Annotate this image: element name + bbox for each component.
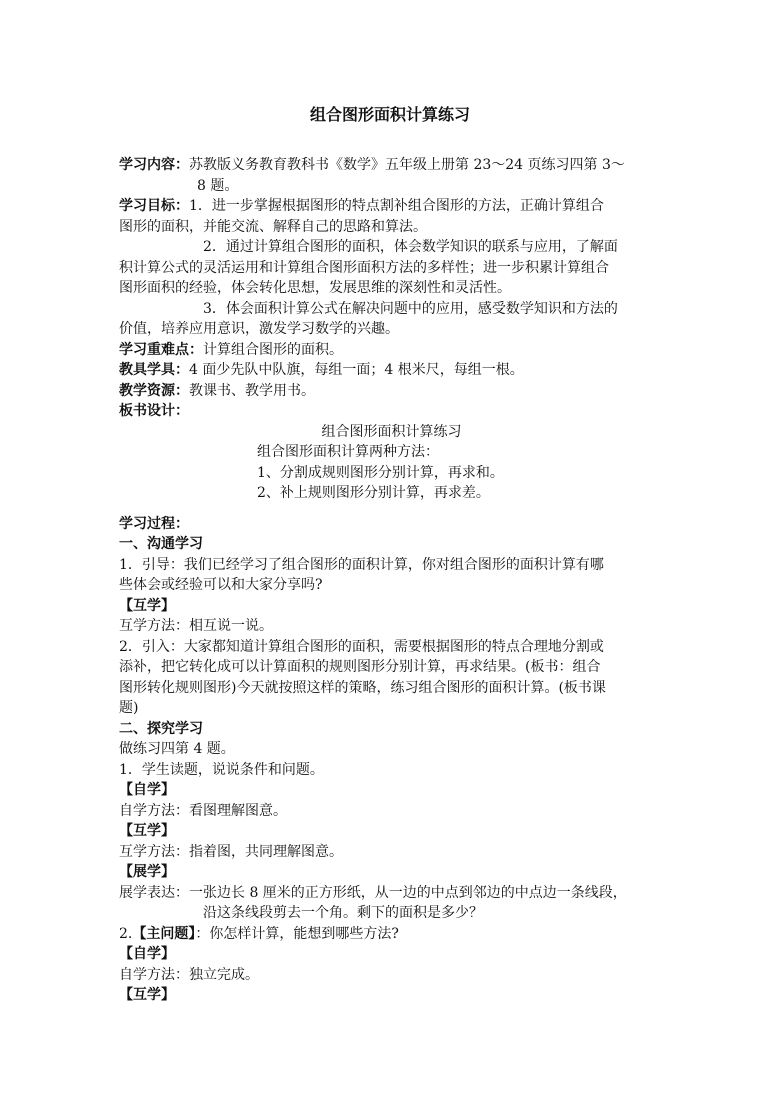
resources-text: 教课书、教学用书。	[189, 382, 315, 399]
content-line	[119, 155, 664, 176]
tools-label: 教具学具：	[119, 362, 189, 378]
s2-tag-huxue: 【互学】	[119, 823, 175, 839]
goal-2-line-2: 积计算公式的灵活运用和计算组合图形面积方法的多样性；进一步积累计算组合	[119, 259, 609, 276]
s1-p2-line-2: 添补，把它转化成可以计算面积的规则图形分别计算，再求结果。(板书：组合	[119, 659, 601, 675]
s1-p1-line-1: 1．引导：我们已经学习了组合图形的面积计算，你对组合图形的面积计算有哪	[119, 556, 604, 573]
goal-1-line-1: 1．进一步掌握根据图形的特点割补组合图形的方法，正确计算组合	[189, 198, 604, 214]
section-1-heading: 一、沟通学习	[119, 536, 203, 552]
goal-2-line-3: 图形面积的经验，体会转化思想，发展思维的深刻性和灵活性。	[119, 280, 511, 296]
tools-text: 4 面少先队中队旗，每组一面；4 根米尺，每组一根。	[189, 362, 524, 378]
goal-2-line-1: 2．通过计算组合图形的面积，体会数学知识的联系与应用，了解面	[203, 239, 618, 255]
section-2-heading: 二、探究学习	[119, 720, 203, 737]
key-points-line	[119, 340, 664, 361]
s2-question-2	[119, 924, 664, 945]
s2-show-line-1: 展学表达：一张边长 8 厘米的正方形纸，从一边的中点到邻边的中点边一条线段，	[119, 884, 627, 901]
content-text: 苏教版义务教育教科书《数学》五年级上册第 23～24 页练习四第 3～	[189, 157, 625, 173]
s1-p2-line-1: 2．引入：大家都知道计算组合图形的面积，需要根据图形的特点合理地分割或	[119, 638, 604, 655]
goals-line	[119, 196, 664, 217]
document-body	[119, 155, 664, 1006]
goal-3-line-2: 价值，培养应用意识，激发学习数学的兴趣。	[119, 321, 399, 337]
s2-show-line-2: 沿这条线段剪去一个角。剩下的面积是多少？	[203, 905, 483, 921]
resources-label: 教学资源：	[119, 382, 189, 399]
board-line-1: 组合图形面积计算两种方法：	[257, 444, 439, 460]
s2-q2-number: 2.	[119, 925, 133, 942]
s2-tag-zixue-2: 【自学】	[119, 946, 175, 962]
s2-intro: 做练习四第 4 题。	[119, 741, 235, 757]
s2-q2-tag: 【主问题】	[132, 925, 196, 942]
s2-tag-zhanxue: 【展学】	[119, 864, 175, 880]
s2-tag-zixue: 【自学】	[119, 782, 175, 798]
s1-tag-huxue: 【互学】	[119, 597, 175, 614]
process-label: 学习过程：	[119, 515, 189, 532]
board-line-3: 2、补上规则图形分别计算，再求差。	[257, 485, 490, 501]
s2-tag-huxue-2: 【互学】	[119, 987, 175, 1003]
content-label: 学习内容：	[119, 157, 189, 173]
content-line-2: 8 题。	[197, 177, 239, 194]
tools-line	[119, 360, 664, 381]
s2-method-1: 自学方法：看图理解图意。	[119, 802, 287, 819]
s2-q2-text: ：你怎样计算，能想到哪些方法?	[195, 925, 399, 942]
goal-1-line-2: 图形的面积，并能交流、解释自己的思路和算法。	[119, 218, 427, 235]
resources-line	[119, 381, 664, 402]
s1-p1-line-2: 些体会或经验可以和大家分享吗?	[119, 577, 323, 593]
s1-p2-line-4: 题)	[119, 700, 139, 716]
s2-question-1: 1．学生读题，说说条件和问题。	[119, 761, 324, 778]
s2-method-4: 自学方法：独立完成。	[119, 966, 259, 983]
s1-p2-line-3: 图形转化规则图形)今天就按照这样的策略，练习组合图形的面积计算。(板书课	[119, 679, 606, 696]
board-title: 组合图形面积计算练习	[321, 423, 462, 440]
spacer	[119, 504, 664, 514]
board-line-2: 1、分割成规则图形分别计算，再求和。	[257, 464, 504, 481]
page-title: 组合图形面积计算练习	[309, 105, 470, 124]
s2-method-2: 互学方法：指着图，共同理解图意。	[119, 843, 343, 860]
key-points-label: 学习重难点：	[119, 341, 203, 358]
s1-method-1: 互学方法：相互说一说。	[119, 618, 273, 634]
goals-label: 学习目标：	[119, 198, 189, 214]
board-label: 板书设计：	[119, 403, 189, 419]
key-points-text: 计算组合图形的面积。	[203, 341, 343, 358]
goal-3-line-1: 3．体会面积计算公式在解决问题中的应用，感受数学知识和方法的	[203, 300, 618, 317]
